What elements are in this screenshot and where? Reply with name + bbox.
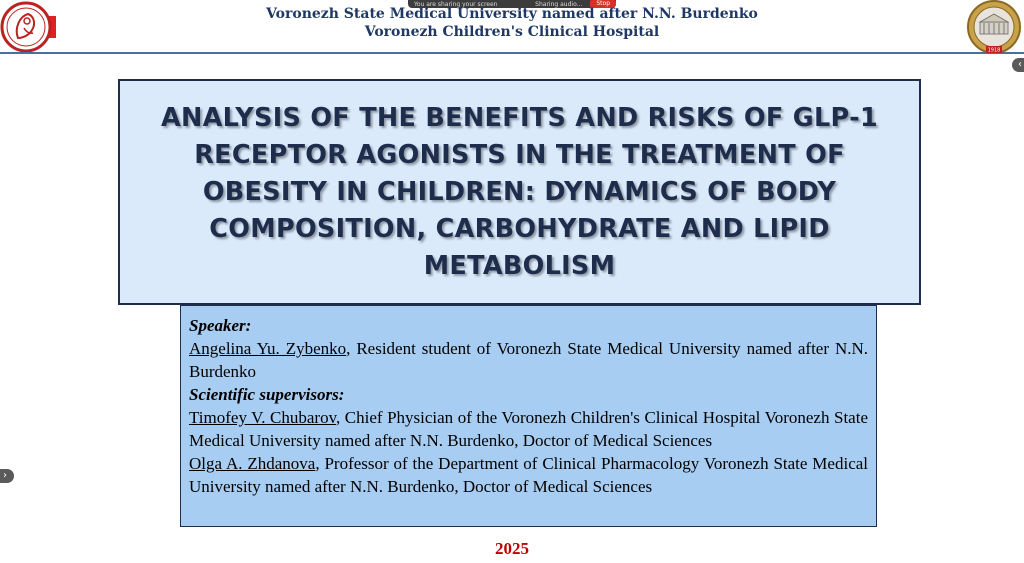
share-bar-status: Sharing audio... <box>535 0 583 8</box>
year-label: 2025 <box>495 539 529 558</box>
title-box <box>118 79 921 305</box>
expand-panel-button[interactable]: › <box>0 469 14 483</box>
speaker-entry <box>189 337 868 383</box>
supervisor-name: Olga A. Zhdanova <box>189 454 316 473</box>
speaker-heading: Speaker: <box>189 316 252 335</box>
supervisor-name: Timofey V. Chubarov <box>189 408 336 427</box>
share-bar-text: You are sharing your screen <box>414 0 498 8</box>
university-logo <box>964 0 1024 56</box>
speaker-desc: , Resident student of Voronezh State Medical University named after N.N. Burdenko <box>189 339 868 381</box>
header-hospital: Voronezh Children's Clinical Hospital <box>364 24 660 40</box>
speaker-name: Angelina Yu. Zybenko <box>189 339 347 358</box>
supervisor-desc: , Chief Physician of the Voronezh Children's Clinical Hospital Voronezh State Medical University named after N.N. Burdenko, Doctor of Medical Sciences <box>189 408 868 450</box>
supervisors-heading: Scientific supervisors: <box>189 385 345 404</box>
supervisor-entry <box>189 406 868 452</box>
collapse-panel-button[interactable]: ‹ <box>1012 58 1024 72</box>
header-university: Voronezh State Medical University named after N.N. Burdenko <box>266 6 758 22</box>
supervisor-entry <box>189 452 868 498</box>
presentation-title: ANALYSIS OF THE BENEFITS AND RISKS OF GLP-1 RECEPTOR AGONISTS IN THE TREATMENT OF OBESITY IN CHILDREN: DYNAMICS OF BODY COMPOSITION, CARBOHYDRATE AND LIPID METABOLISM <box>160 102 879 281</box>
authors-box <box>180 305 877 527</box>
supervisor-desc: , Professor of the Department of Clinical Pharmacology Voronezh State Medical University named after N.N. Burdenko, Doctor of Medical Sciences <box>189 454 869 496</box>
header-divider <box>0 52 1024 54</box>
stop-sharing-button[interactable]: Stop <box>590 0 616 8</box>
logo-year: 1918 <box>987 47 1001 54</box>
